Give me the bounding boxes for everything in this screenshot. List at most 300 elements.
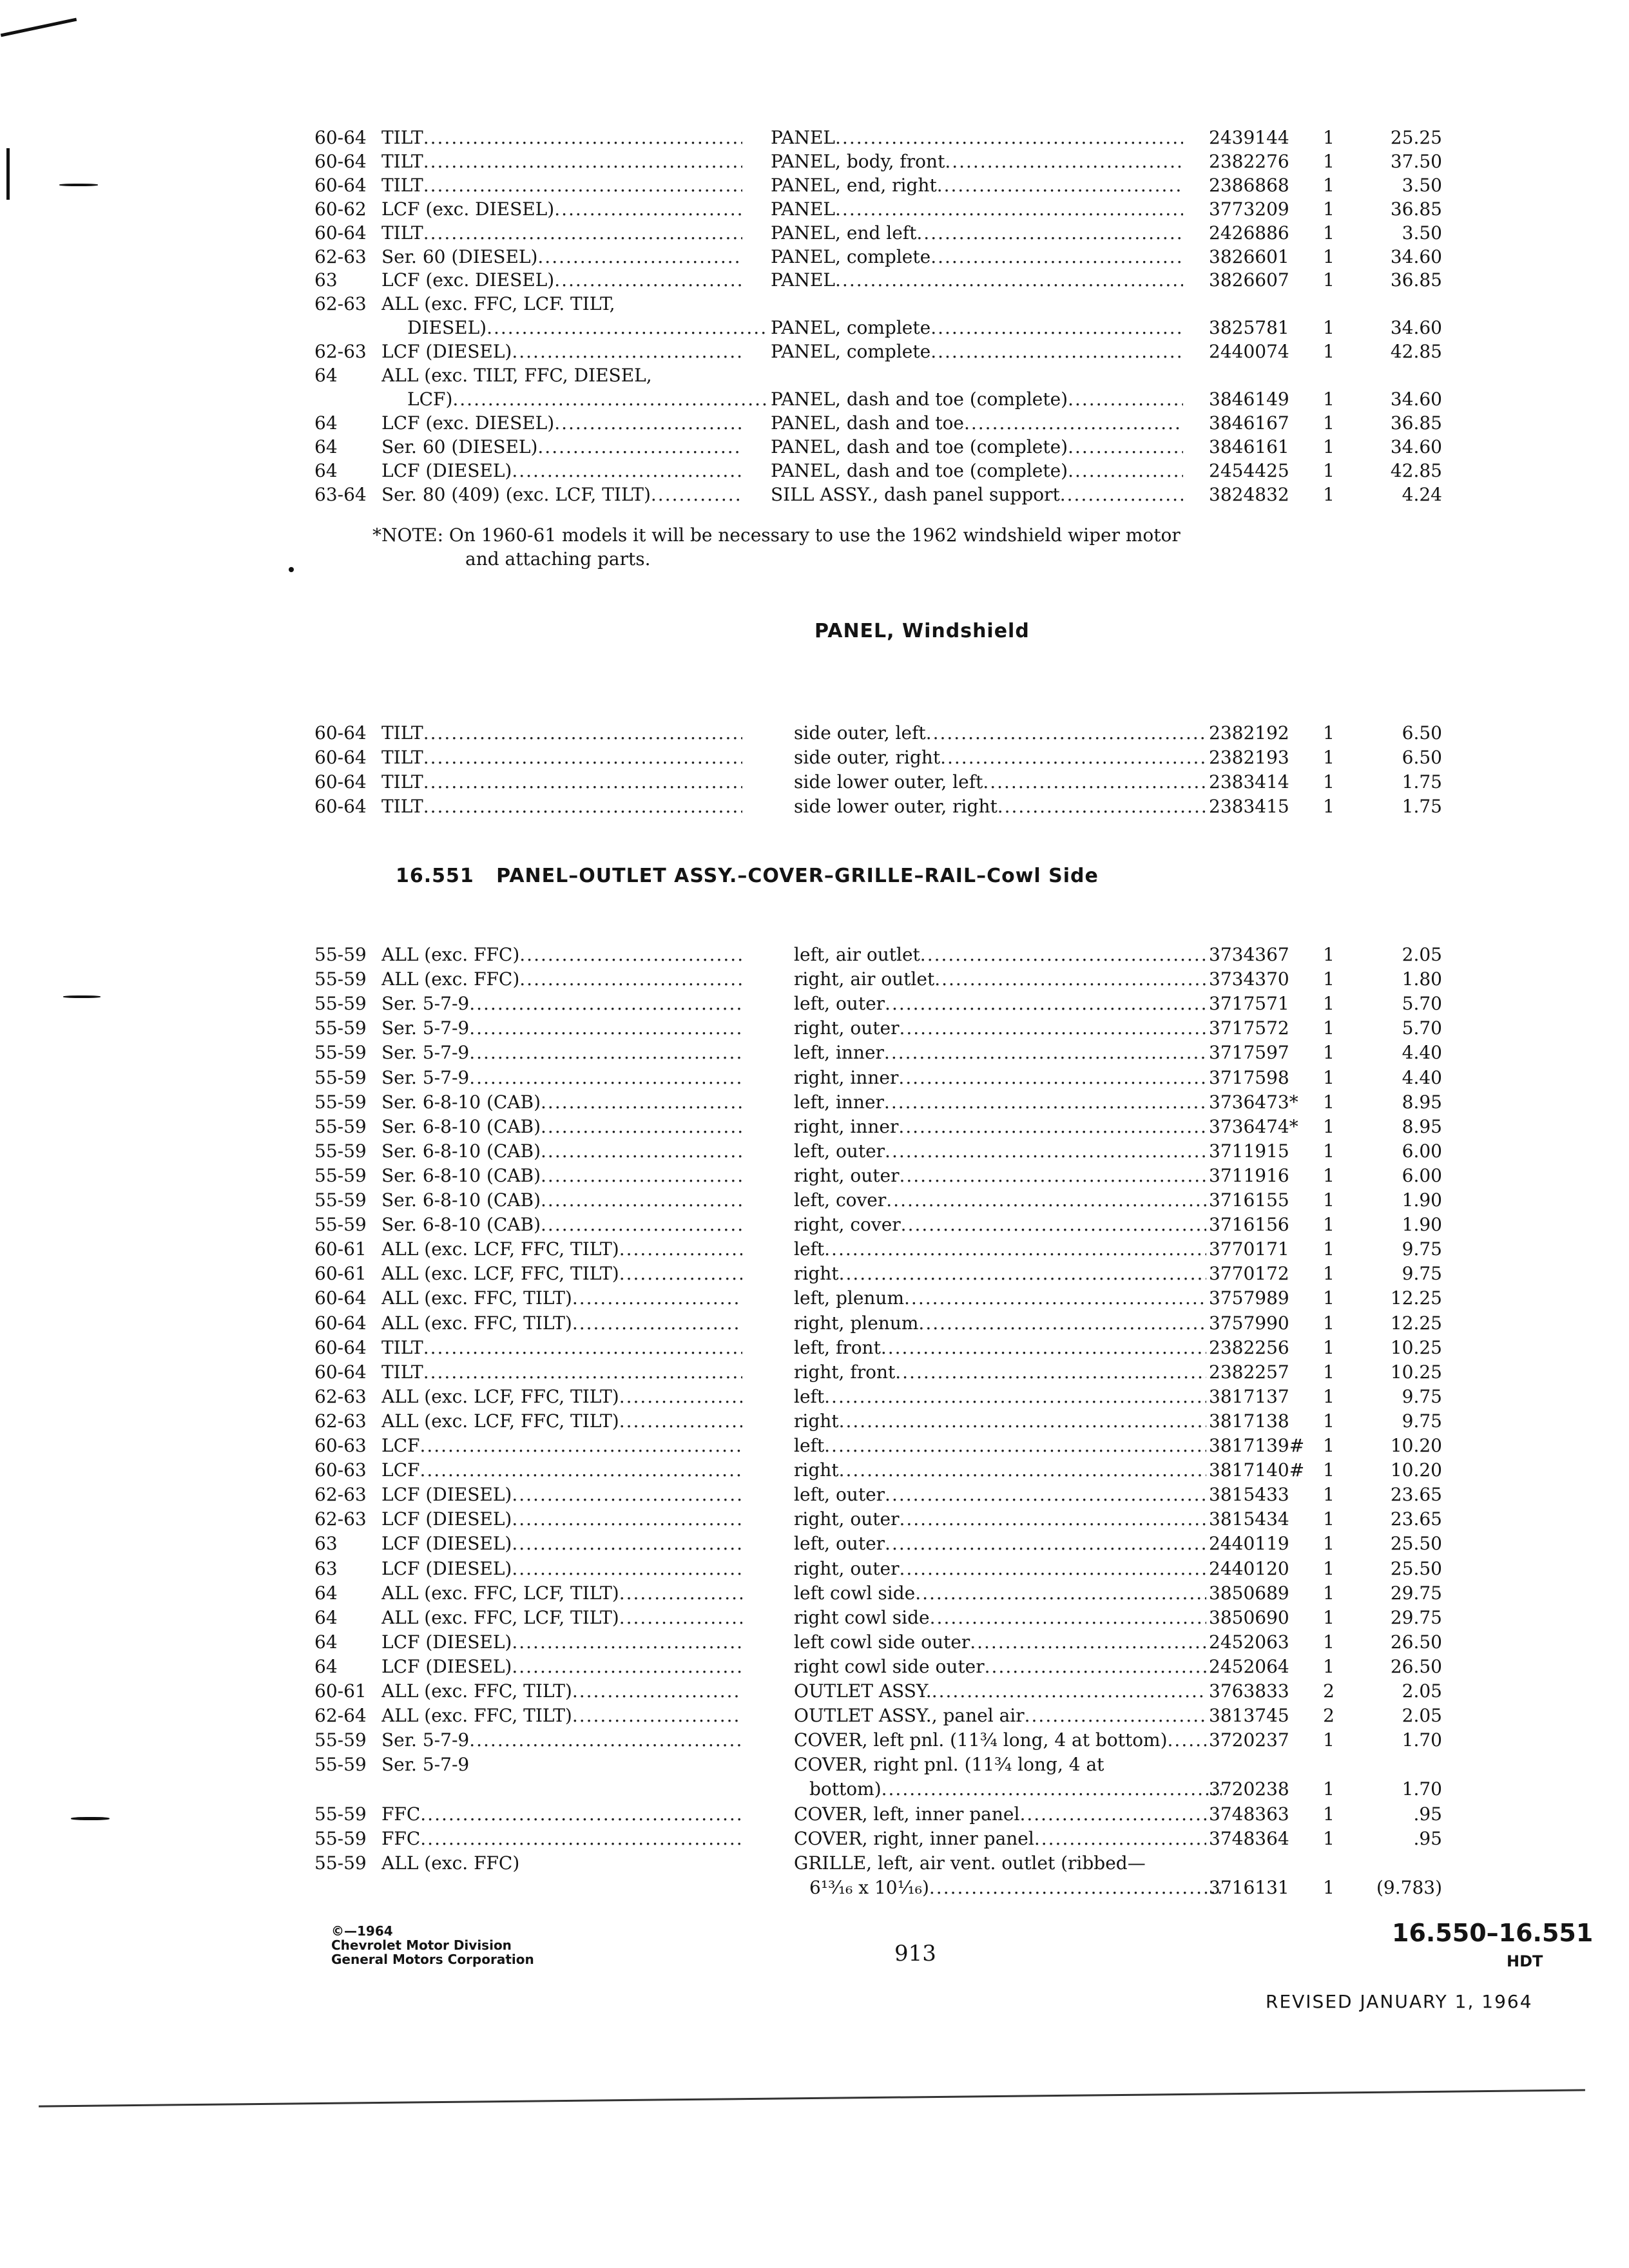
section-heading-cowl-side: 16.551 PANEL–OUTLET ASSY.–COVER–GRILLE–RAIL–Cowl Side (396, 865, 1099, 887)
description-cell: left ..... (794, 1238, 1206, 1261)
table-row (0, 126, 1629, 149)
price-cell: 34.60 (1390, 317, 1442, 339)
model-cell: LCF (DIESEL) ..... (381, 1631, 742, 1654)
year-cell: 64 (314, 1582, 338, 1604)
price-cell: 25.25 (1390, 127, 1442, 148)
description-cell: right, air outlet ..... (794, 968, 1206, 991)
table-row (0, 198, 1629, 221)
part-number-cell: 3717572 (1209, 1017, 1289, 1039)
footer-company-2: General Motors Corporation (331, 1952, 534, 1967)
part-number-cell: 3773209 (1209, 198, 1289, 220)
part-number-cell: 3716131 (1209, 1876, 1289, 1898)
part-number-cell: 3817137 (1209, 1385, 1289, 1407)
quantity-cell: 1 (1323, 1066, 1335, 1088)
quantity-cell: 1 (1323, 1189, 1335, 1211)
price-cell: 12.25 (1390, 1312, 1442, 1334)
description-cell: GRILLE, left, air vent. outlet (ribbed— (794, 1852, 1146, 1874)
description-cell: left cowl side outer ..... (794, 1631, 1206, 1654)
description-cell: side outer, left ..... (794, 722, 1206, 745)
quantity-cell: 1 (1323, 1729, 1335, 1751)
description-cell: bottom) ..... (809, 1778, 1222, 1801)
part-number-cell: 3824832 (1209, 483, 1289, 505)
description-cell: side lower outer, right ..... (794, 795, 1206, 818)
part-number-cell: 2382256 (1209, 1336, 1289, 1358)
price-cell: 9.75 (1402, 1238, 1442, 1260)
year-cell: 55-59 (314, 1189, 367, 1211)
part-number-cell: 2383414 (1209, 771, 1289, 793)
description-cell: right, inner ..... (794, 1115, 1206, 1139)
table-row (0, 1262, 1629, 1285)
model-cell: ALL (exc. FFC) ..... (381, 943, 742, 966)
quantity-cell: 1 (1323, 1263, 1335, 1285)
price-cell: 3.50 (1402, 174, 1442, 196)
year-cell: 55-59 (314, 1091, 367, 1113)
model-cell: TILT ..... (381, 1361, 742, 1384)
quantity-cell: 1 (1323, 436, 1335, 457)
price-cell: 29.75 (1390, 1606, 1442, 1628)
price-cell: 8.95 (1402, 1115, 1442, 1137)
quantity-cell: 1 (1323, 483, 1335, 505)
table-row (0, 1557, 1629, 1581)
part-number-cell: 3717571 (1209, 993, 1289, 1015)
quantity-cell: 1 (1323, 1361, 1335, 1383)
price-cell: 37.50 (1390, 150, 1442, 172)
year-cell: 60-64 (314, 1312, 367, 1334)
description-cell: left, inner ..... (794, 1041, 1206, 1064)
quantity-cell: 1 (1323, 341, 1335, 363)
part-number-cell: 2440119 (1209, 1533, 1289, 1555)
part-number-cell: 2454425 (1209, 459, 1289, 481)
table-row (0, 968, 1629, 991)
year-cell: 60-64 (314, 796, 367, 817)
table-row (0, 1410, 1629, 1433)
table-row (0, 1066, 1629, 1090)
year-cell: 62-63 (314, 1385, 367, 1407)
year-cell: 64 (314, 459, 338, 481)
year-cell: 60-64 (314, 722, 367, 744)
price-cell: 25.50 (1390, 1557, 1442, 1579)
model-cell: Ser. 6-8-10 (CAB) ..... (381, 1164, 742, 1187)
quantity-cell: 1 (1323, 412, 1335, 434)
table-row (0, 1655, 1629, 1678)
year-cell: 62-63 (314, 1484, 367, 1506)
part-number-cell: 3846161 (1209, 436, 1289, 457)
model-cell: TILT ..... (381, 174, 742, 197)
description-cell: OUTLET ASSY., panel air ..... (794, 1704, 1206, 1727)
quantity-cell: 1 (1323, 771, 1335, 793)
model-cell: Ser. 6-8-10 (CAB) ..... (381, 1140, 742, 1163)
year-cell: 60-64 (314, 1336, 367, 1358)
year-cell: 55-59 (314, 1066, 367, 1088)
model-cell: LCF (DIESEL) ..... (381, 340, 742, 363)
year-cell: 63 (314, 1557, 338, 1579)
model-cell: ALL (exc. TILT, FFC, DIESEL, (381, 365, 652, 386)
quantity-cell: 1 (1323, 1115, 1335, 1137)
year-cell: 55-59 (314, 1803, 367, 1825)
year-cell: 60-61 (314, 1238, 367, 1260)
quantity-cell: 1 (1323, 1164, 1335, 1186)
model-cell: ALL (exc. FFC) (381, 1852, 520, 1874)
part-number-cell: 3817139# (1209, 1435, 1305, 1456)
part-number-cell: 2452063 (1209, 1631, 1289, 1653)
part-number-cell: 3734367 (1209, 944, 1289, 965)
quantity-cell: 1 (1323, 1508, 1335, 1530)
table-row (0, 1680, 1629, 1703)
price-cell: 4.40 (1402, 1042, 1442, 1064)
description-cell: PANEL, body, front ..... (771, 150, 1183, 173)
model-cell: ALL (exc. FFC, TILT) ..... (381, 1680, 742, 1703)
model-cell: TILT ..... (381, 771, 742, 794)
part-number-cell: 2383415 (1209, 796, 1289, 817)
quantity-cell: 1 (1323, 1385, 1335, 1407)
price-cell: 36.85 (1390, 269, 1442, 291)
price-cell: 34.60 (1390, 245, 1442, 267)
price-cell: 1.75 (1402, 771, 1442, 793)
year-cell: 55-59 (314, 1827, 367, 1849)
model-cell: LCF (exc. DIESEL) ..... (381, 269, 742, 292)
part-number-cell: 3763833 (1209, 1680, 1289, 1702)
table-row (0, 1385, 1629, 1408)
quantity-cell: 1 (1323, 1606, 1335, 1628)
quantity-cell: 1 (1323, 1533, 1335, 1555)
year-cell: 64 (314, 1606, 338, 1628)
price-cell: 2.05 (1402, 1680, 1442, 1702)
price-cell: 6.00 (1402, 1140, 1442, 1162)
table-row (0, 1189, 1629, 1212)
model-cell: LCF) ..... (407, 388, 768, 411)
part-number-cell: 3817140# (1209, 1459, 1305, 1481)
year-cell: 55-59 (314, 1042, 367, 1064)
table-row (0, 340, 1629, 363)
part-number-cell: 3716155 (1209, 1189, 1289, 1211)
description-cell: side outer, right ..... (794, 746, 1206, 769)
year-cell: 60-64 (314, 1287, 367, 1309)
description-cell: right ..... (794, 1262, 1206, 1285)
description-cell: PANEL, complete ..... (771, 245, 1183, 269)
price-cell: 23.65 (1390, 1508, 1442, 1530)
year-cell: 62-63 (314, 293, 367, 315)
table-row (0, 316, 1629, 340)
quantity-cell: 1 (1323, 1778, 1335, 1800)
quantity-cell: 1 (1323, 1803, 1335, 1825)
model-cell: ALL (exc. FFC, LCF. TILT, (381, 293, 615, 315)
year-cell: 55-59 (314, 944, 367, 965)
model-cell: TILT ..... (381, 222, 742, 245)
quantity-cell: 1 (1323, 1484, 1335, 1506)
table-row (0, 1483, 1629, 1506)
table-row (0, 1729, 1629, 1752)
model-cell: ALL (exc. LCF, FFC, TILT) ..... (381, 1385, 742, 1408)
description-cell: COVER, right pnl. (11¾ long, 4 at (794, 1754, 1104, 1776)
table-row (0, 1508, 1629, 1531)
table-row (0, 412, 1629, 435)
model-cell: ALL (exc. LCF, FFC, TILT) ..... (381, 1262, 742, 1285)
quantity-cell: 1 (1323, 388, 1335, 410)
table-row (0, 1115, 1629, 1139)
description-cell: COVER, right, inner panel ..... (794, 1827, 1206, 1850)
part-number-cell: 3815434 (1209, 1508, 1289, 1530)
model-cell: LCF (DIESEL) ..... (381, 459, 742, 483)
note-line-1: *NOTE: On 1960-61 models it will be necessary to use the 1962 windshield wiper motor (372, 524, 1181, 546)
description-cell: left ..... (794, 1385, 1206, 1408)
quantity-cell: 2 (1323, 1705, 1335, 1727)
price-cell: 10.25 (1390, 1361, 1442, 1383)
year-cell: 62-63 (314, 341, 367, 363)
part-number-cell: 3846167 (1209, 412, 1289, 434)
model-cell: ALL (exc. FFC, TILT) ..... (381, 1312, 742, 1335)
year-cell: 63 (314, 269, 338, 291)
part-number-cell: 3825781 (1209, 317, 1289, 339)
quantity-cell: 1 (1323, 1410, 1335, 1432)
model-cell: Ser. 6-8-10 (CAB) ..... (381, 1115, 742, 1139)
description-cell: PANEL, complete ..... (771, 340, 1183, 363)
table-row (0, 1041, 1629, 1064)
table-row (0, 174, 1629, 197)
table-row (0, 1091, 1629, 1114)
year-cell: 60-64 (314, 174, 367, 196)
table-row (0, 1213, 1629, 1236)
table-row (0, 1582, 1629, 1605)
quantity-cell: 1 (1323, 1214, 1335, 1236)
table-row (0, 943, 1629, 966)
table-row (0, 1361, 1629, 1384)
description-cell: right, cover ..... (794, 1213, 1206, 1236)
model-cell: LCF (DIESEL) ..... (381, 1508, 742, 1531)
year-cell: 55-59 (314, 1754, 367, 1776)
model-cell: TILT ..... (381, 795, 742, 818)
part-number-cell: 3757990 (1209, 1312, 1289, 1334)
price-cell: 26.50 (1390, 1631, 1442, 1653)
quantity-cell: 1 (1323, 1287, 1335, 1309)
part-number-cell: 2382193 (1209, 747, 1289, 768)
year-cell: 62-63 (314, 1508, 367, 1530)
part-number-cell: 3711915 (1209, 1140, 1289, 1162)
quantity-cell: 1 (1323, 127, 1335, 148)
part-number-cell: 3736473* (1209, 1091, 1298, 1113)
table-row (0, 795, 1629, 818)
table-row (0, 1827, 1629, 1850)
description-cell: left, outer ..... (794, 1140, 1206, 1163)
description-cell: COVER, left, inner panel ..... (794, 1803, 1206, 1826)
table-row (0, 1336, 1629, 1360)
price-cell: 1.75 (1402, 796, 1442, 817)
price-cell: 4.24 (1402, 483, 1442, 505)
scan-mark-top-left (1, 18, 77, 37)
page-number: 913 (894, 1941, 936, 1966)
price-cell: 6.50 (1402, 722, 1442, 744)
description-cell: OUTLET ASSY. ..... (794, 1680, 1206, 1703)
price-cell: 1.70 (1402, 1729, 1442, 1751)
table-row (0, 436, 1629, 459)
part-number-cell: 3846149 (1209, 388, 1289, 410)
description-cell: right cowl side ..... (794, 1606, 1206, 1629)
table-row (0, 1238, 1629, 1261)
description-cell: right, outer ..... (794, 1508, 1206, 1531)
table-row (0, 269, 1629, 292)
description-cell: PANEL, dash and toe (complete) ..... (771, 436, 1183, 459)
price-cell: 34.60 (1390, 436, 1442, 457)
description-cell: right cowl side outer ..... (794, 1655, 1206, 1678)
description-cell: left cowl side ..... (794, 1582, 1206, 1605)
part-number-cell: 3736474* (1209, 1115, 1298, 1137)
year-cell: 55-59 (314, 993, 367, 1015)
model-cell: Ser. 5-7-9 (381, 1754, 470, 1776)
part-number-cell: 3720237 (1209, 1729, 1289, 1751)
description-cell: left, outer ..... (794, 1532, 1206, 1555)
quantity-cell: 1 (1323, 245, 1335, 267)
model-cell: FFC ..... (381, 1827, 742, 1850)
price-cell: 42.85 (1390, 459, 1442, 481)
price-cell: 34.60 (1390, 388, 1442, 410)
model-cell: Ser. 5-7-9 ..... (381, 992, 742, 1015)
table-row (0, 293, 1629, 316)
price-cell: 10.20 (1390, 1459, 1442, 1481)
quantity-cell: 1 (1323, 944, 1335, 965)
quantity-cell: 1 (1323, 1140, 1335, 1162)
description-cell: left ..... (794, 1434, 1206, 1457)
model-cell: Ser. 5-7-9 ..... (381, 1066, 742, 1090)
model-cell: ALL (exc. FFC, LCF, TILT) ..... (381, 1606, 742, 1629)
scan-mark-bottom-line (39, 2089, 1585, 2107)
part-number-cell: 3720238 (1209, 1778, 1289, 1800)
price-cell: 9.75 (1402, 1385, 1442, 1407)
description-cell: left, outer ..... (794, 992, 1206, 1015)
year-cell: 60-62 (314, 198, 367, 220)
year-cell: 55-59 (314, 1140, 367, 1162)
table-row (0, 459, 1629, 483)
model-cell: TILT ..... (381, 1336, 742, 1360)
table-row (0, 1704, 1629, 1727)
quantity-cell: 1 (1323, 1876, 1335, 1898)
description-cell: COVER, left pnl. (11¾ long, 4 at bottom) ..... (794, 1729, 1206, 1752)
part-number-cell: 3770172 (1209, 1263, 1289, 1285)
part-number-cell: 3717598 (1209, 1066, 1289, 1088)
footer-copyright: ©—1964 (331, 1923, 393, 1939)
price-cell: 25.50 (1390, 1533, 1442, 1555)
description-cell: left, front ..... (794, 1336, 1206, 1360)
quantity-cell: 1 (1323, 1238, 1335, 1260)
price-cell: 6.00 (1402, 1164, 1442, 1186)
scan-dot (289, 567, 294, 572)
description-cell: side lower outer, left ..... (794, 771, 1206, 794)
part-number-cell: 2386868 (1209, 174, 1289, 196)
footer-company-1: Chevrolet Motor Division (331, 1937, 512, 1953)
quantity-cell: 1 (1323, 1655, 1335, 1677)
quantity-cell: 1 (1323, 968, 1335, 990)
table-row (0, 1606, 1629, 1629)
year-cell: 64 (314, 412, 338, 434)
price-cell: 42.85 (1390, 341, 1442, 363)
part-number-cell: 3815433 (1209, 1484, 1289, 1506)
model-cell: Ser. 5-7-9 ..... (381, 1041, 742, 1064)
table-row (0, 245, 1629, 269)
part-number-cell: 3850689 (1209, 1582, 1289, 1604)
model-cell: LCF ..... (381, 1434, 742, 1457)
model-cell: ALL (exc. FFC, TILT) ..... (381, 1287, 742, 1310)
model-cell: Ser. 6-8-10 (CAB) ..... (381, 1189, 742, 1212)
description-cell: right, inner ..... (794, 1066, 1206, 1090)
part-number-cell: 2440120 (1209, 1557, 1289, 1579)
quantity-cell: 1 (1323, 174, 1335, 196)
part-number-cell: 3717597 (1209, 1042, 1289, 1064)
table-row (0, 1803, 1629, 1826)
year-cell: 62-63 (314, 245, 367, 267)
description-cell: left, air outlet ..... (794, 943, 1206, 966)
model-cell: LCF (DIESEL) ..... (381, 1532, 742, 1555)
description-cell: right ..... (794, 1410, 1206, 1433)
year-cell: 60-61 (314, 1680, 367, 1702)
description-cell: right, outer ..... (794, 1557, 1206, 1581)
model-cell: ALL (exc. LCF, FFC, TILT) ..... (381, 1238, 742, 1261)
description-cell: PANEL ..... (771, 198, 1183, 221)
table-row (0, 388, 1629, 411)
description-cell: PANEL, end left ..... (771, 222, 1183, 245)
price-cell: 12.25 (1390, 1287, 1442, 1309)
revised-date: REVISED JANUARY 1, 1964 (1266, 1991, 1533, 2012)
model-cell: TILT ..... (381, 150, 742, 173)
model-cell: Ser. 60 (DIESEL) ..... (381, 245, 742, 269)
year-cell: 55-59 (314, 1852, 367, 1874)
table-row (0, 222, 1629, 245)
table-row (0, 722, 1629, 745)
model-cell: ALL (exc. FFC, TILT) ..... (381, 1704, 742, 1727)
price-cell: 29.75 (1390, 1582, 1442, 1604)
table-row (0, 1164, 1629, 1187)
description-cell: left, inner ..... (794, 1091, 1206, 1114)
table-row (0, 1434, 1629, 1457)
description-cell: PANEL ..... (771, 126, 1183, 149)
price-cell: (9.783) (1376, 1876, 1442, 1898)
part-number-cell: 3716156 (1209, 1214, 1289, 1236)
table-row (0, 746, 1629, 769)
year-cell: 60-63 (314, 1459, 367, 1481)
price-cell: 36.85 (1390, 198, 1442, 220)
quantity-cell: 1 (1323, 1091, 1335, 1113)
quantity-cell: 1 (1323, 796, 1335, 817)
model-cell: Ser. 80 (409) (exc. LCF, TILT) ..... (381, 483, 742, 506)
part-number-cell: 3770171 (1209, 1238, 1289, 1260)
part-number-cell: 2452064 (1209, 1655, 1289, 1677)
year-cell: 60-61 (314, 1263, 367, 1285)
description-cell: left, plenum ..... (794, 1287, 1206, 1310)
year-cell: 63 (314, 1533, 338, 1555)
year-cell: 60-64 (314, 771, 367, 793)
table-row (0, 1140, 1629, 1163)
model-cell: LCF (exc. DIESEL) ..... (381, 198, 742, 221)
model-cell: Ser. 6-8-10 (CAB) ..... (381, 1091, 742, 1114)
description-cell: PANEL, end, right ..... (771, 174, 1183, 197)
quantity-cell: 1 (1323, 198, 1335, 220)
price-cell: 10.20 (1390, 1435, 1442, 1456)
model-cell: Ser. 5-7-9 ..... (381, 1017, 742, 1040)
year-cell: 55-59 (314, 1164, 367, 1186)
description-cell: right ..... (794, 1459, 1206, 1482)
part-number-cell: 3734370 (1209, 968, 1289, 990)
quantity-cell: 1 (1323, 1435, 1335, 1456)
description-cell: right, plenum ..... (794, 1312, 1206, 1335)
year-cell: 60-64 (314, 150, 367, 172)
description-cell: PANEL ..... (771, 269, 1183, 292)
year-cell: 60-64 (314, 747, 367, 768)
quantity-cell: 1 (1323, 722, 1335, 744)
note-line-2: and attaching parts. (465, 548, 651, 570)
year-cell: 55-59 (314, 1017, 367, 1039)
price-cell: 8.95 (1402, 1091, 1442, 1113)
description-cell: right, outer ..... (794, 1017, 1206, 1040)
model-cell: LCF (DIESEL) ..... (381, 1483, 742, 1506)
table-row (0, 1852, 1629, 1875)
model-cell: Ser. 60 (DIESEL) ..... (381, 436, 742, 459)
